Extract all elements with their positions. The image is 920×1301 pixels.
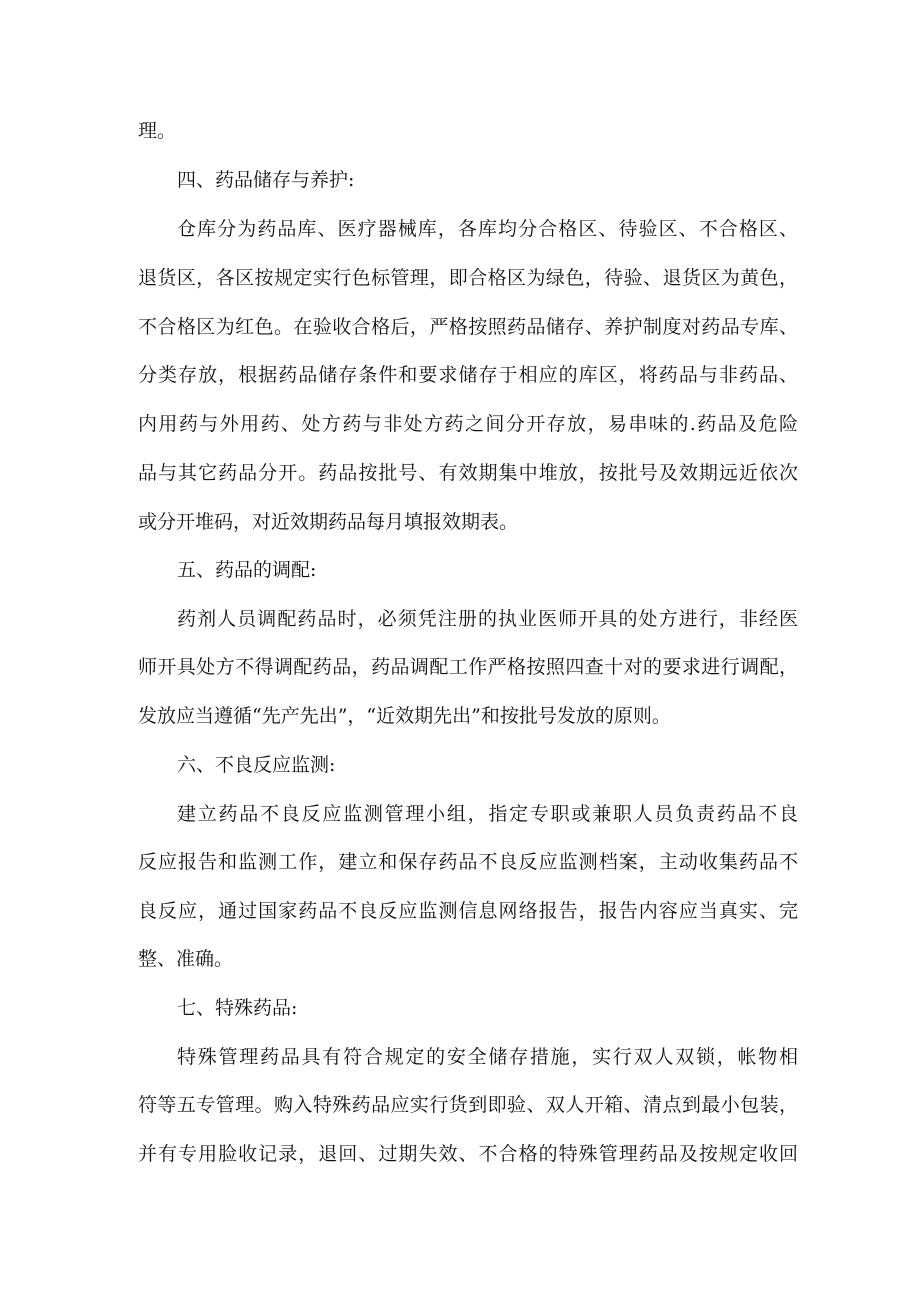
text-line: 发放应当遵循“先产先出”，“近效期先出”和按批号发放的原则。 [138,705,671,727]
text-line: 理。 [138,120,177,142]
text-line: 特殊管理药品具有符合规定的安全储存措施，实行双人双锁，帐物相 [177,1046,798,1068]
text-line: 师开具处方不得调配药品，药品调配工作严格按照四查十对的要求进行调配， [138,656,798,678]
text-line: 符等五专管理。购入特殊药品应实行货到即验、双人开箱、清点到最小包装， [138,1094,798,1116]
text-line: 品与其它药品分开。药品按批号、有效期集中堆放，按批号及效期远近依次 [138,462,798,484]
text-line: 或分开堆码，对近效期药品每月填报效期表。 [138,511,519,533]
section-heading-dispensing: 五、药品的调配: [177,559,317,581]
text-line: 反应报告和监测工作，建立和保存药品不良反应监测档案，主动收集药品不 [138,851,798,873]
text-line: 不合格区为红色。在验收合格后，严格按照药品储存、养护制度对药品专库、 [138,316,798,338]
text-line: 退货区，各区按规定实行色标管理，即合格区为绿色，待验、退货区为黄色， [138,267,798,289]
section-heading-special-drugs: 七、特殊药品: [177,997,298,1019]
text-line: 整、准确。 [138,948,234,970]
text-line: 并有专用脸收记录，退回、过期失效、不合格的特殊管理药品及按规定收回 [138,1143,798,1165]
text-line: 建立药品不良反应监测管理小组，指定专职或兼职人员负责药品不良 [177,803,798,825]
text-line: 仓库分为药品库、医疗器械库，各库均分合格区、待验区、不合格区、 [177,218,798,240]
section-heading-storage: 四、药品储存与养护: [177,169,355,191]
text-line: 良反应，通过国家药品不良反应监测信息网络报告，报告内容应当真实、完 [138,900,798,922]
text-line: 药剂人员调配药品时，必须凭注册的执业医师开具的处方进行，非经医 [177,608,798,630]
text-line: 分类存放，根据药品储存条件和要求储存于相应的库区，将药品与非药品、 [138,364,798,386]
text-line: 内用药与外用药、处方药与非处方药之间分开存放，易串味的.药品及危险 [138,413,798,435]
section-heading-adverse-reaction: 六、不良反应监测: [177,754,336,776]
